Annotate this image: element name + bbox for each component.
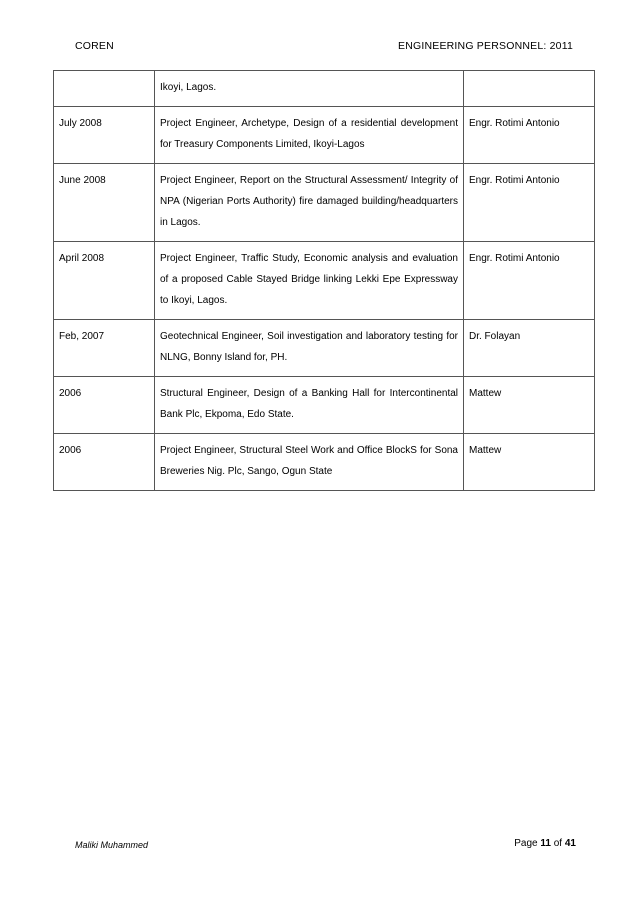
description-cell: Project Engineer, Report on the Structural Assessment/ Integrity of NPA (Nigerian Ports Authority) fire damaged building/headquarters in Lagos. — [155, 164, 464, 242]
date-cell: Feb, 2007 — [54, 320, 155, 377]
description-cell: Structural Engineer, Design of a Banking Hall for Intercontinental Bank Plc, Ekpoma, Edo State. — [155, 377, 464, 434]
supervisor-cell: Dr. Folayan — [464, 320, 595, 377]
table-row — [54, 434, 595, 491]
description-cell: Geotechnical Engineer, Soil investigation and laboratory testing for NLNG, Bonny Island for, PH. — [155, 320, 464, 377]
header-right-title: ENGINEERING PERSONNEL: 2011 — [397, 40, 573, 52]
date-cell — [54, 71, 155, 107]
supervisor-cell: Engr. Rotimi Antonio — [464, 164, 595, 242]
date-cell: April 2008 — [54, 242, 155, 320]
table-row — [54, 320, 595, 377]
page-label: Page — [514, 838, 538, 849]
table-row — [54, 71, 595, 107]
header-left-title: COREN — [75, 40, 114, 52]
date-cell: 2006 — [54, 434, 155, 491]
date-cell: June 2008 — [54, 164, 155, 242]
date-cell: 2006 — [54, 377, 155, 434]
description-cell: Project Engineer, Structural Steel Work and Office BlockS for Sona Breweries Nig. Plc, Sango, Ogun State — [155, 434, 464, 491]
table-row — [54, 107, 595, 164]
of-label: of — [553, 838, 563, 849]
table-row — [54, 164, 595, 242]
experience-table — [53, 70, 595, 491]
description-cell: Ikoyi, Lagos. — [155, 71, 464, 107]
page-current: 11 — [540, 838, 551, 849]
supervisor-cell: Mattew — [464, 377, 595, 434]
footer-author: Maliki Muhammed — [75, 840, 149, 850]
supervisor-cell: Engr. Rotimi Antonio — [464, 107, 595, 164]
table-row — [54, 242, 595, 320]
description-cell: Project Engineer, Archetype, Design of a residential development for Treasury Components Limited, Ikoyi-Lagos — [155, 107, 464, 164]
table-row — [54, 377, 595, 434]
supervisor-cell — [464, 71, 595, 107]
page-total: 41 — [564, 838, 576, 849]
supervisor-cell: Mattew — [464, 434, 595, 491]
page-number — [514, 838, 576, 849]
description-cell: Project Engineer, Traffic Study, Economic analysis and evaluation of a proposed Cable Stayed Bridge linking Lekki Epe Expressway to Ikoyi, Lagos. — [155, 242, 464, 320]
date-cell: July 2008 — [54, 107, 155, 164]
supervisor-cell: Engr. Rotimi Antonio — [464, 242, 595, 320]
